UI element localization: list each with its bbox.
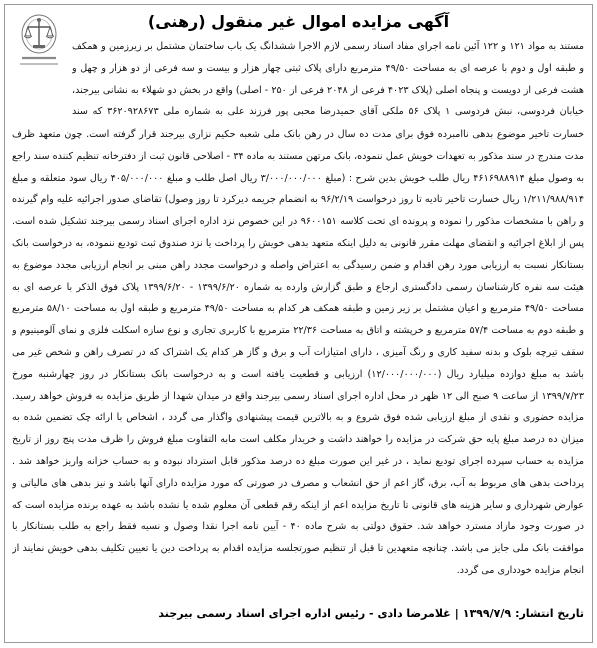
- judiciary-emblem: [12, 12, 66, 70]
- notice-body-text: خسارت تاخیر موضوع بدهی ناامبرده فوق برای مدت ده سال در رهن بانک ملی شعبه حکیم نزاری بیرجند قرار گرفته است. چون متعهد ظرف مدت مندرج در سند مذکور به تعهدات خویش عمل ننموده، بانک مرتهن مستند به ماده ۳۴ - اصلاحی قانون ثبت از دفترخانه تنظیم کننده سند راجع به وصول مبلغ ۴۶۱۶۹۸۸۹۱۴ ریال طلب خویش بدین شرح : (مبلغ ۳/۰۰۰/۰۰۰/۰۰۰ ریال اصل طلب و مبلغ ۴۰۵/۰۰۰/۰۰۰ ریال سود متعلقه و مبلغ ۱/۲۱۱/۹۸۸/۹۱۴ ریال خسارت تاخیر تادیه تا روز درخواست ۹۶/۲/۱۹ به انضمام جریمه دیرکرد تا روز وصول) تقاضای صدور اجرائیه علیه وام گیرنده و راهن با مشخصات مذکور را نموده و پرونده ای تحت کلاسه ۹۶۰۰۱۵۱ در این خصوص نزد اداره اجرای اسناد رسمی بیرجند تشکیل شده است. پس از ابلاغ اجرائیه و انقضای مهلت مقرر قانونی به دلیل اینکه متعهد بدهی خویش را پرداخت یا نزد صندوق ثبت تودیع ننموده، به درخواست بانک بستانکار نسبت به ارزیابی مورد رهن اقدام و ضمن رسیدگی به اعتراض واصله و درخواست مجدد راهن مبنی بر انجام ارزیابی مجدد موضوع به هیئت سه نفره کارشناسان رسمی دادگستری ارجاع و طبق گزارش وارده به شماره ۱۳۹۹/۶/۲۰ - ۱۳۹۹/۶/۲۰ پلاک فوق الذکر با عرصه ای به مساحت ۴۹/۵۰ مترمربع و اعیان مشتمل بر زیر زمین و طبقه همکف هر کدام به مساحت ۴۹/۵۰ مترمربع و طبقه اول به مساحت ۵۸/۱۰ مترمربع و طبقه دوم به مساحت ۵۷/۴ مترمربع و خرپشته و اتاق به مساحت ۲۲/۳۶ مترمربع با کاربری تجاری و نوع سازه اسکلت فلزی و نمای آلومینیوم و سقف تیرچه بلوک و بدنه سفید کاری و رنگ آمیزی ، دارای امتیازات آب و برق و گاز هر کدام یک اشتراک که در تصرف راهن و شخص غیر می باشد به مبلغ دوازده میلیارد ریال (۱۲/۰۰۰/۰۰۰/۰۰۰) ارزیابی و قطعیت یافته است و به درخواست بانک بستانکار در روز چهارشنبه مورخ ۱۳۹۹/۷/۲۳ از ساعت ۹ صبح الی ۱۲ ظهر در محل اداره اجرای اسناد رسمی بیرجند واقع در میدان شهدا از طریق مزایده به فروش خواهد رسید. مزایده حضوری و نقدی از مبلغ ارزیابی شده فوق شروع و به بالاترین قیمت پیشنهادی واگذار می گردد ، اشخاص با ارائه چک تضمین شده به میزان ده درصد مبلغ پایه حق شرکت در مزایده را خواهند داشت و خریدار مکلف است مابه التفاوت مبلغ فروش را ظرف مدت پنج روز از تاریخ مزایده به حساب سپرده اجرای تودیع نماید ، در غیر این صورت مبلغ ده درصد مذکور قابل استرداد نبوده و به حساب خزانه واریز خواهد شد . پرداخت بدهی های مربوط به آب، برق، گاز اعم از حق انشعاب و مصرف در صورتی که مورد مزایده دارای آنها باشد و نیز بدهی های مالیاتی و عوارض شهرداری و سایر هزینه های قانونی تا تاریخ مزایده اعم از اینکه رقم قطعی آن معلوم شده یا نشده باشد به عهده برنده مزایده است که در صورت وجود مازاد مسترد خواهد شد. حقوق دولتی به شرح ماده ۴۰ - آیین نامه اجرا نقدا وصول و نسیه فقط راجع به طلب بستانکار با موافقت بانک ملی جایز می باشد. چنانچه متعهدین تا قبل از تنظیم صورتجلسه مزایده اقدام به پرداخت دین یا تعیین تکلیف بدهی خویش نمایند از انجام مزایده خودداری می گردد.: [12, 129, 584, 576]
- notice-title: آگهی مزایده اموال غیر منقول (رهنی): [147, 12, 450, 31]
- notice-body-intro: مستند به مواد ۱۲۱ و ۱۲۲ آئین نامه اجرای مفاد اسناد رسمی لازم الاجرا ششدانگ یک باب ساختمان مشتمل بر زیرزمین و همکف و طبقه اول و دوم با عرصه ای به مساحت ۴۹/۵۰ مترمربع دارای پلاک ثبتی چهار هزار و بیست و سه فرعی از دو هزار و چهل و هشت فرعی از دویست و پنجاه اصلی (پلاک ۴۰۲۳ فرعی از ۲۰۴۸ فرعی از ۲۵۰ - اصلی) واقع در بخش دو شهلاء به نشانی بیرجند، خیابان فردوسی، نبش فردوسی ۱ پلاک ۵۶ ملکی آقای حمیدرضا محبی پور فرزند علی به شماره ملی ۳۶۲۰۹۲۸۶۷۳ که سند: [72, 41, 584, 118]
- frame-border-left: [4, 4, 5, 642]
- signatory-name: غلامرضا دادی - رئیس اداره اجرای اسناد رسمی بیرجند: [158, 607, 451, 620]
- publish-date-label: تاریخ انتشار:: [515, 607, 584, 620]
- frame-border-right: [592, 4, 593, 642]
- publish-date: ۱۳۹۹/۷/۹: [462, 607, 512, 620]
- footer-separator: |: [454, 607, 459, 620]
- frame-border-bottom: [4, 642, 593, 643]
- frame-border-top: [4, 4, 593, 5]
- notice-footer: [10, 602, 584, 626]
- judiciary-scales-emblem-icon: [12, 12, 66, 70]
